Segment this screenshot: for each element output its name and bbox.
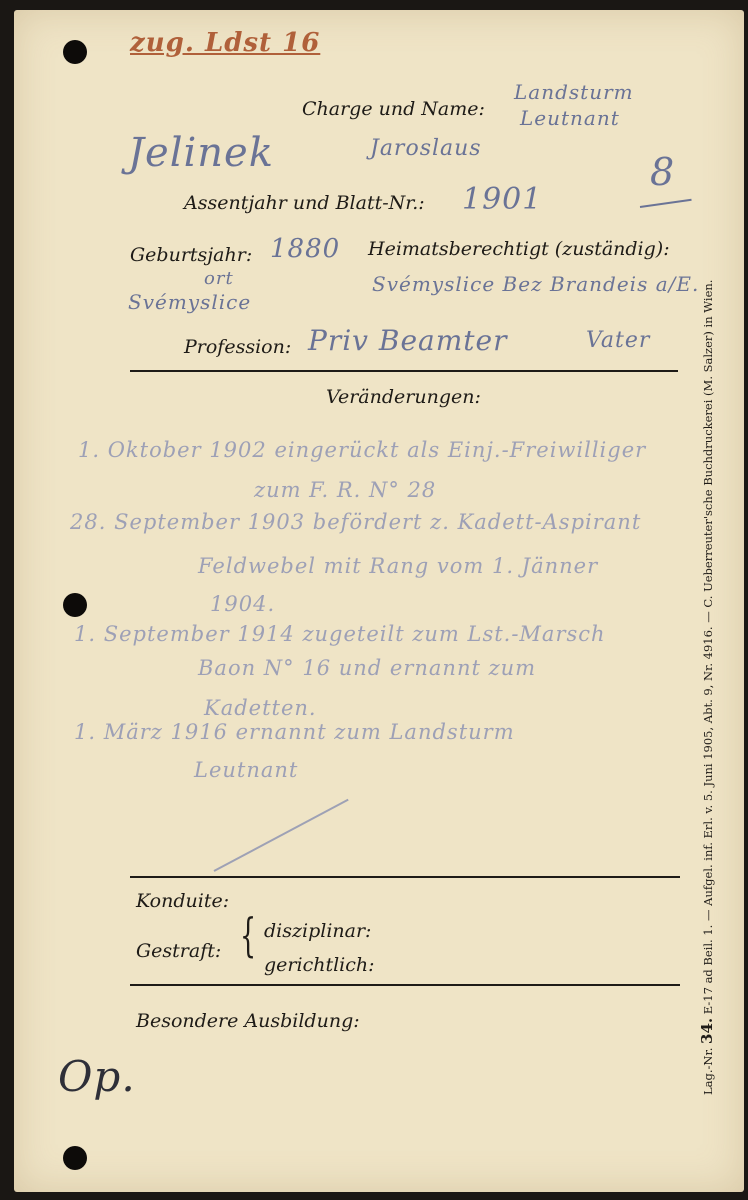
first-name: Jaroslaus [370, 136, 482, 161]
heimat-value: Svémyslice Bez Brandeis a/E. [372, 272, 700, 296]
change-entry-3: 28. September 1903 befördert z. Kadett-Aspirant [70, 510, 642, 534]
imprint-rest: E-17 ad Beil. 1. — Aufgel. inf. Erl. v. 5. Juni 1905, Abt. 9, Nr. 4916. — C. Ueberreuter'sche Buchdruckerei (M. Salzer) in Wien. [701, 279, 715, 1015]
disziplinar-label: disziplinar: [264, 920, 372, 942]
punch-hole [63, 40, 87, 64]
gerichtlich-label: gerichtlich: [264, 954, 375, 976]
closing-stroke [214, 799, 349, 872]
rule-top [130, 370, 678, 372]
geburtsort-value: Svémyslice [128, 290, 252, 314]
punch-hole [63, 1146, 87, 1170]
imprint-prefix: Lag.-Nr. [701, 1047, 715, 1095]
rank-line2: Leutnant [520, 106, 620, 130]
sheet-number-stroke [640, 199, 692, 208]
charge-name-label: Charge und Name: [302, 98, 485, 120]
change-entry-2: zum F. R. N° 28 [254, 478, 437, 502]
punch-hole [63, 593, 87, 617]
initials: Op. [58, 1052, 136, 1101]
military-record-card [14, 10, 744, 1192]
veraenderungen-label: Veränderungen: [326, 386, 481, 408]
assentjahr-value: 1901 [462, 182, 543, 217]
change-entry-5: 1904. [210, 592, 276, 616]
header-note: zug. Ldst 16 [130, 28, 321, 58]
change-entry-1: 1. Oktober 1902 eingerückt als Einj.-Freiwilliger [78, 438, 647, 462]
change-entry-6: 1. September 1914 zugeteilt zum Lst.-Marsch [74, 622, 606, 646]
geburtsort-label: ort [204, 268, 234, 289]
rank-line1: Landsturm [514, 80, 634, 104]
change-entry-7: Baon N° 16 und ernannt zum [198, 656, 537, 680]
change-entry-9: 1. März 1916 ernannt zum Landsturm [74, 720, 515, 744]
gestraft-brace: { [240, 908, 257, 962]
surname: Jelinek [128, 130, 274, 176]
family-status: Vater [586, 328, 651, 353]
heimat-label: Heimatsberechtigt (zuständig): [368, 238, 670, 260]
printer-imprint [698, 280, 716, 1095]
konduite-label: Konduite: [136, 890, 230, 912]
change-entry-4: Feldwebel mit Rang vom 1. Jänner [198, 554, 599, 578]
change-entry-10: Leutnant [194, 758, 299, 782]
profession-value: Priv Beamter [308, 324, 508, 357]
imprint-number: 34. [698, 1017, 716, 1044]
geburtsjahr-value: 1880 [270, 234, 341, 264]
rule-bottom [130, 984, 680, 986]
rule-middle [130, 876, 680, 878]
sheet-number: 8 [650, 150, 676, 194]
profession-label: Profession: [184, 336, 292, 358]
gestraft-label: Gestraft: [136, 940, 222, 962]
geburtsjahr-label: Geburtsjahr: [130, 244, 253, 266]
assentjahr-label: Assentjahr und Blatt-Nr.: [184, 192, 425, 214]
change-entry-8: Kadetten. [204, 696, 317, 720]
besondere-label: Besondere Ausbildung: [136, 1010, 360, 1032]
